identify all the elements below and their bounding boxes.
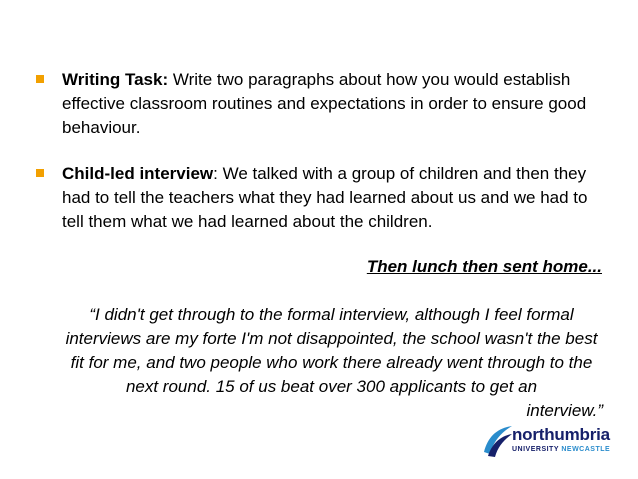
bullet-heading: Writing Task: — [62, 70, 169, 89]
bullet-body: Write two paragraphs about how you would establish effective classroom routines and expectations in order to ensure good behaviour. — [62, 70, 587, 137]
tagline: Then lunch then sent home... — [366, 257, 602, 276]
quote-body: “I didn't get through to the formal interview, although I feel formal interviews are my forte I'm not disappointed, the school wasn't the best fit for me, and two people who work there already went through to the next round. 15 of us beat over 300 applicants to get an — [65, 305, 598, 396]
bullet-text — [62, 162, 608, 234]
bullet-body: : We talked with a group of children and then they had to tell the teachers what they had learned about us and we had to tell them what we had learned about the children. — [62, 164, 588, 231]
northumbria-swoosh-icon — [482, 422, 514, 458]
northumbria-logo — [482, 422, 612, 462]
bullet-text — [62, 68, 608, 140]
square-bullet-icon — [36, 75, 44, 83]
bullet-heading: Child-led interview — [62, 164, 214, 183]
quote-last-line: interview.” — [526, 401, 603, 420]
quote — [60, 303, 603, 423]
logo-subline — [512, 446, 610, 453]
square-bullet-icon — [36, 169, 44, 177]
logo-city: NEWCASTLE — [561, 446, 611, 453]
logo-university: UNIVERSITY — [512, 446, 559, 453]
logo-wordmark: northumbria — [512, 425, 610, 444]
